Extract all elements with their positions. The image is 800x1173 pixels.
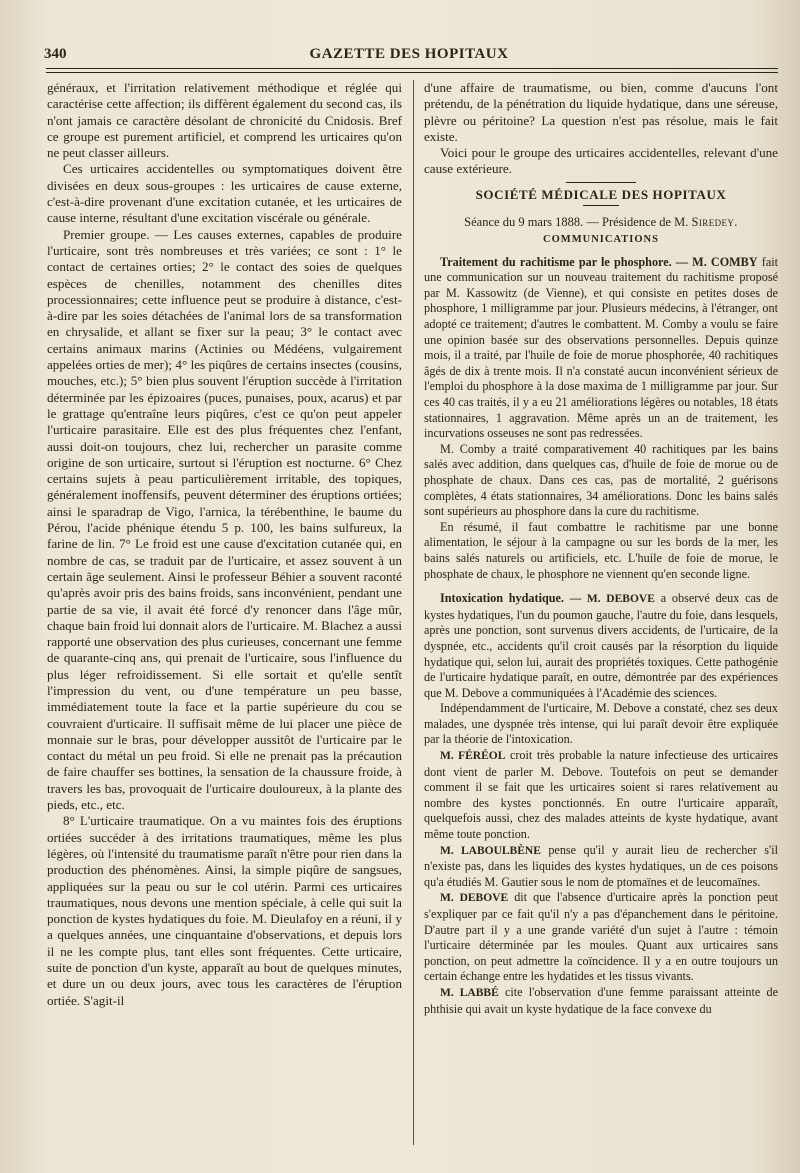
debove-author: — M. DEBOVE xyxy=(569,593,655,606)
communications-heading: COMMUNICATIONS xyxy=(543,234,659,246)
seance-date: Séance du 9 mars 1888. — Présidence de M. xyxy=(464,215,689,230)
labbe-text: cite l'observation d'une femme paraissant atteinte de phthisie qui avait un kyste hydatique de la face convexe du xyxy=(424,984,779,1016)
paragraph: 8° L'urticaire traumatique. On a vu maintes fois des éruptions ortiées succéder à des irritations traumatiques, même les plus légères, où l'intensité du traumatisme paraît n'être pour rien dans la production des phénomènes. Ainsi, la simple piqûre de sangsues, appliquées sur la peau ou sur le col utérin. Parmi ces urticaires traumatiques, nous devons une mention spéciale, à celle qui suit la ponction de kystes hydatiques du foie. M. Dieulafoy en a réuni, il y a quelques années, une cinquantaine d'observations, et depuis lors il ne les compte plus, tant elles sont fréquentes. Cette urticaire, suite de ponction d'un kyste, apparaît au bout de quelques minutes, et dure un ou deux jours, avec tous les caractères de l'éruption ortiée. S'agit-il xyxy=(47,813,402,1008)
paragraph: Voici pour le groupe des urticaires accidentelles, relevant d'une cause extérieure. xyxy=(424,145,778,177)
paragraph: généraux, et l'irritation relativement méthodique et réglée qui caractérise cette affection; ils diffèrent également du second cas, ils n'ont jamais ce caractère désolant de chronicité du Cnidosis. Bref ce groupe est purement artificiel, et comprend les urticaires qu'on ne peut classer ailleurs. xyxy=(47,80,402,161)
right-column xyxy=(424,80,778,1017)
paragraph: Indépendamment de l'urticaire, M. Debove a constaté, chez ses deux malades, une dyspnée très intense, qui lui paraît devoir être expliquée par la théorie de l'intoxication. xyxy=(424,701,778,747)
comby-paragraph xyxy=(424,255,778,442)
fereol-text: croit très probable la nature infectieuse des urticaires dont vient de parler M. Debove. Toutefois on peut se demander comment il se fait que les urticaires soient si rares relativement au nombre des kystes ponctionnés. En outre l'urticaire apparaît, quelquefois aussi, chez des malades atteints de kyste hydatique, avant même toute ponction. xyxy=(424,748,779,842)
debove2-author: M. DEBOVE xyxy=(440,892,509,905)
comby-text: fait une communication sur un nouveau traitement du rachitisme proposé par M. Kassowitz (de Vienne), et qui consiste en petites doses de phosphore, 1 milligramme par jour. Plusieurs médecins, à l'étranger, ont adopté ce traitement; d'autres le combattent. M. Comby a voulu se faire une opinion basée sur des observations personnelles. Depuis quinze mois, il a traité, par l'huile de foie de morue phosphorée, 40 rachitiques âgés de dix à trente mois. Il n'a constaté aucun inconvénient sérieux de l'emploi du phosphore à la dose maxima de 1 milligramme par jour. Sur ces 40 cas traités, il y a eu 21 améliorations légères ou notables, 18 états stationnaires, 1 aggravation. Même après un an de traitement, les incurvations osseuses ne sont pas redressées. xyxy=(424,254,779,441)
section-title: SOCIÉTÉ MÉDICALE DES HOPITAUX xyxy=(475,186,727,202)
seance-line xyxy=(424,214,778,230)
president-name: Siredey. xyxy=(691,215,738,230)
header-rule xyxy=(46,68,778,69)
section-rule-short xyxy=(583,205,619,206)
paragraph: En résumé, il faut combattre le rachitisme par une bonne alimentation, le séjour à la campagne ou sur les bords de la mer, les bains salés naturels ou artificiels, etc. L'huile de foie de morue, le phosphate de chaux, le phosphore ne viennent qu'en seconde ligne. xyxy=(424,519,778,581)
fereol-author: M. FÉRÉOL xyxy=(440,750,506,763)
debove2-text: dit que l'absence d'urticaire après la ponction peut s'expliquer par ce fait qu'il n'y a pas d'épanchement dans le péritoine. D'autre part il y a une grande variété d'un sujet à l'autre : témoin l'urticaire déterminée par les moules. Quant aux urticaires sans ponction, on peut admettre la coïncidence. Il y a en outre toujours un certain échange entre les hydatides et les tissus vivants. xyxy=(424,890,778,984)
comby-author: — M. COMBY xyxy=(675,254,758,269)
debove-paragraph xyxy=(424,591,778,701)
page-number: 340 xyxy=(44,46,67,62)
paragraph: Premier groupe. — Les causes externes, capables de produire l'urticaire, sont très nombreuses et très variées; ce sont : 1° le contact de certaines orties; 2° le contact des soies de quelques espèces de chenilles, notamment des chenilles dites processionnaires; cette influence peut se produire à distance, c'est-à-dire par les soies détachées de l'animal lors de sa transformation en chrysalide, et allant se fixer sur la peau; 3° le contact avec certains animaux marins (Actinies ou Médéens, vulgairement appelées orties de mer); 4° les piqûres de certains insectes (cousins, mouches, etc.); 5° bien plus souvent l'éruption succède à l'irritation déterminée par les épizoaires (puces, punaises, poux, acarus) et par le grattage qu'entraîne leurs piqûres, c'est ce qu'on peut appeler l'urticaire parasitaire. Elle est des plus fréquentes chez l'enfant, aussi doit-on toujours, chez lui, rechercher un parasite comme origine de son urticaire, surtout si l'éruption est nocturne. 6° Chez certains sujets à peau particulièrement irritable, des topiques, généralement inoffensifs, peuvent déterminer des éruptions ortiées; ainsi le sparadrap de Vigo, l'arnica, la térébenthine, le baume du Pérou, l'acide phénique étendu 5 p. 100, les bains sulfureux, la farine de lin. 7° Le froid est une cause d'excitation cutanée qui, en nombre de cas, se traduit par de l'urticaire, et assez souvent à un certain âge seulement. Ainsi le professeur Béhier a souvent raconté qu'après avoir pris des bains froids, sans inconvénient, pendant une partie de sa vie, il avait été forcé d'y renoncer dans l'âge mûr, chaque bain froid lui donnait alors de l'urticaire. M. Blachez a aussi rapporté une observation des plus curieuses, concernant une femme de quarante-cinq ans, qui prenait de l'urticaire, sous l'influence du plus léger refroidissement. Si elle sortait et qu'elle sentît l'impression du vent, ou d'une température un peu basse, immédiatement toute la face et la partie supérieure du cou se couvraient d'urticaire. Il suffisait même de lui placer une pièce de monnaie sur le bras, pour développer aussitôt de l'urticaire par le contact du métal un peu froid. Si elle ne prenait pas la précaution de faire chauffer ses bottines, la sensation de la chaussure froide, à travers les bas, provoquait de l'urticaire douloureux, à la plante des pieds, etc., etc. xyxy=(47,226,402,813)
paragraph: M. Comby a traité comparativement 40 rachitiques par les bains salés avec addition, dans quelques cas, d'huile de foie de morue ou de phosphate de chaux. Dans ces cas, pas de mortalité, 2 guérisons complètes, 4 états stationnaires, 34 améliorations. Donc les bains salés sont supérieurs au phosphore dans la cure du rachitisme. xyxy=(424,441,778,519)
fereol-paragraph xyxy=(424,748,778,843)
laboulbene-text: pense qu'il y aurait lieu de rechercher s'il n'existe pas, dans les liquides des kystes hydatiques, un de ces poisons qu'a étudiés M. Gautier sous le nom de ptomaïnes et de leucomaïnes. xyxy=(424,842,778,889)
section-rule xyxy=(566,182,636,183)
paragraph: d'une affaire de traumatisme, ou bien, comme d'aucuns l'ont prétendu, de la pénétration du liquide hydatique, dans une séreuse, plèvre ou péritoine? La question n'est pas résolue, mais le fait existe. xyxy=(424,80,778,144)
laboulbene-paragraph xyxy=(424,843,778,891)
header-rule-thin xyxy=(46,72,778,73)
spacer xyxy=(424,582,778,591)
comby-title: Traitement du rachitisme par le phosphore. xyxy=(440,254,672,269)
column-divider xyxy=(413,80,414,1145)
debove-title: Intoxication hydatique. xyxy=(440,591,564,606)
debove2-paragraph xyxy=(424,890,778,985)
labbe-paragraph xyxy=(424,985,778,1017)
paragraph: Ces urticaires accidentelles ou symptomatiques doivent être divisées en deux sous-groupes : les urticaires de cause externe, c'est-à-dire provenant d'une excitation cutanée, et les urticaires de cause interne, résultant d'une excitation viscérale ou générale. xyxy=(47,161,402,226)
page-header xyxy=(40,44,778,66)
laboulbene-author: M. LABOULBÈNE xyxy=(440,844,541,857)
running-title: GAZETTE DES HOPITAUX xyxy=(309,46,509,62)
labbe-author: M. LABBÉ xyxy=(440,986,499,999)
society-report xyxy=(424,255,778,1018)
left-column xyxy=(47,80,402,1009)
debove-text: a observé deux cas de kystes hydatiques, l'un du poumon gauche, l'autre du foie, dans lesquels, après une ponction, sont survenus divers accidents, de l'urticaire, de la dyspnée, etc., accidents qu'il croit causés par la résorption du liquide hydatique qui, selon lui, aurait des propriétés toxiques. Cette pathogénie de l'urticaire hydatique paraît, en outre, démontrée par des expériences que M. Debove a communiquées à l'Académie des sciences. xyxy=(424,591,778,700)
